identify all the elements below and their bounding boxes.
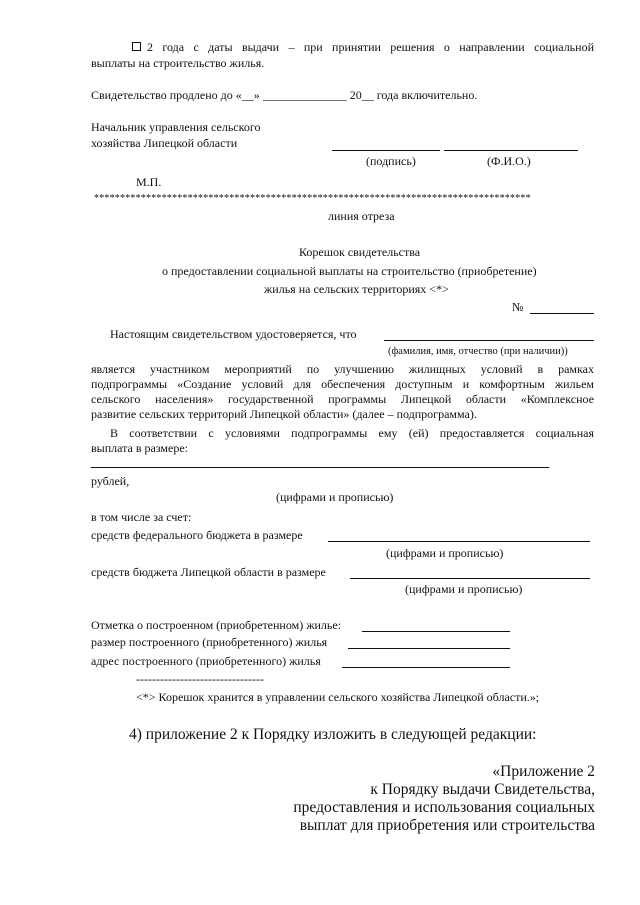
signature-caption: (подпись) bbox=[366, 154, 416, 168]
fio-full-caption: (фамилия, имя, отчество (при наличии)) bbox=[388, 346, 568, 357]
seal-label: М.П. bbox=[136, 175, 162, 189]
signature-line bbox=[332, 150, 440, 151]
federal-caption: (цифрами и прописью) bbox=[386, 546, 504, 560]
housing-address-line bbox=[342, 667, 510, 668]
federal-budget-label: средств федерального бюджета в размере bbox=[91, 528, 303, 542]
certify-text: Настоящим свидетельством удостоверяется, что bbox=[110, 327, 357, 341]
stub-title-2: о предоставлении социальной выплаты на строительство (приобретение) bbox=[162, 264, 537, 278]
amount-line bbox=[91, 467, 549, 468]
option-line-1: 2 года с даты выдачи – при принятии решения о направлении социальной bbox=[132, 40, 594, 55]
accordance-line-2: выплата в размере: bbox=[91, 441, 189, 455]
participant-line-1: является участником мероприятий по улучшению жилищных условий в рамках bbox=[91, 362, 594, 376]
regional-budget-label: средств бюджета Липецкой области в размере bbox=[91, 565, 326, 579]
housing-address-label: адрес построенного (приобретенного) жилья bbox=[91, 654, 321, 668]
footnote-separator: -------------------------------- bbox=[136, 672, 264, 686]
appendix-line-1: «Приложение 2 bbox=[492, 763, 595, 780]
amount-caption: (цифрами и прописью) bbox=[276, 490, 394, 504]
regional-amount-line bbox=[350, 578, 590, 579]
regional-caption: (цифрами и прописью) bbox=[405, 582, 523, 596]
number-sign: № bbox=[512, 300, 524, 314]
housing-mark-label: Отметка о построенном (приобретенном) жилье: bbox=[91, 618, 342, 632]
housing-size-label: размер построенного (приобретенного) жилья bbox=[91, 635, 328, 649]
chief-title-line-1: Начальник управления сельского bbox=[91, 120, 261, 134]
footnote-text: <*> Корешок хранится в управлении сельского хозяйства Липецкой области.»; bbox=[136, 690, 540, 704]
participant-line-2: подпрограммы «Создание условий для обеспечения доступным и комфортным жильем bbox=[91, 377, 594, 391]
cut-line-label: линия отреза bbox=[328, 209, 395, 223]
fio-caption: (Ф.И.О.) bbox=[487, 154, 531, 168]
including-label: в том числе за счет: bbox=[91, 510, 192, 524]
participant-line-4: развитие сельских территорий Липецкой области» (далее – подпрограмма). bbox=[91, 407, 477, 421]
accordance-line-1: В соответствии с условиями подпрограммы ему (ей) предоставляется социальная bbox=[110, 426, 594, 440]
appendix-line-2: к Порядку выдачи Свидетельства, bbox=[370, 781, 595, 798]
extension-text: Свидетельство продлено до «__» ______________ 20__ года включительно. bbox=[91, 88, 478, 102]
federal-amount-line bbox=[328, 541, 590, 542]
chief-title-line-2: хозяйства Липецкой области bbox=[91, 136, 238, 150]
housing-size-line bbox=[348, 648, 510, 649]
appendix-line-4: выплат для приобретения или строительства bbox=[299, 817, 595, 834]
stub-title-1: Корешок свидетельства bbox=[299, 245, 421, 259]
appendix-line-3: предоставления и использования социальных bbox=[293, 799, 595, 816]
amendment-text: 4) приложение 2 к Порядку изложить в следующей редакции: bbox=[129, 726, 537, 743]
stub-title-3: жилья на сельских территориях <*> bbox=[264, 282, 449, 296]
housing-mark-line bbox=[362, 631, 510, 632]
cut-stars: ************************************************************************************ bbox=[94, 193, 531, 204]
rubles-label: рублей, bbox=[91, 474, 130, 488]
number-line bbox=[530, 313, 594, 314]
fio-line bbox=[444, 150, 578, 151]
fio-full-line bbox=[384, 340, 594, 341]
option-line-2: выплаты на строительство жилья. bbox=[91, 56, 265, 70]
checkbox-icon[interactable] bbox=[132, 42, 141, 51]
participant-line-3: сельского населения» государственной программы Липецкой области «Комплексное bbox=[91, 392, 594, 406]
